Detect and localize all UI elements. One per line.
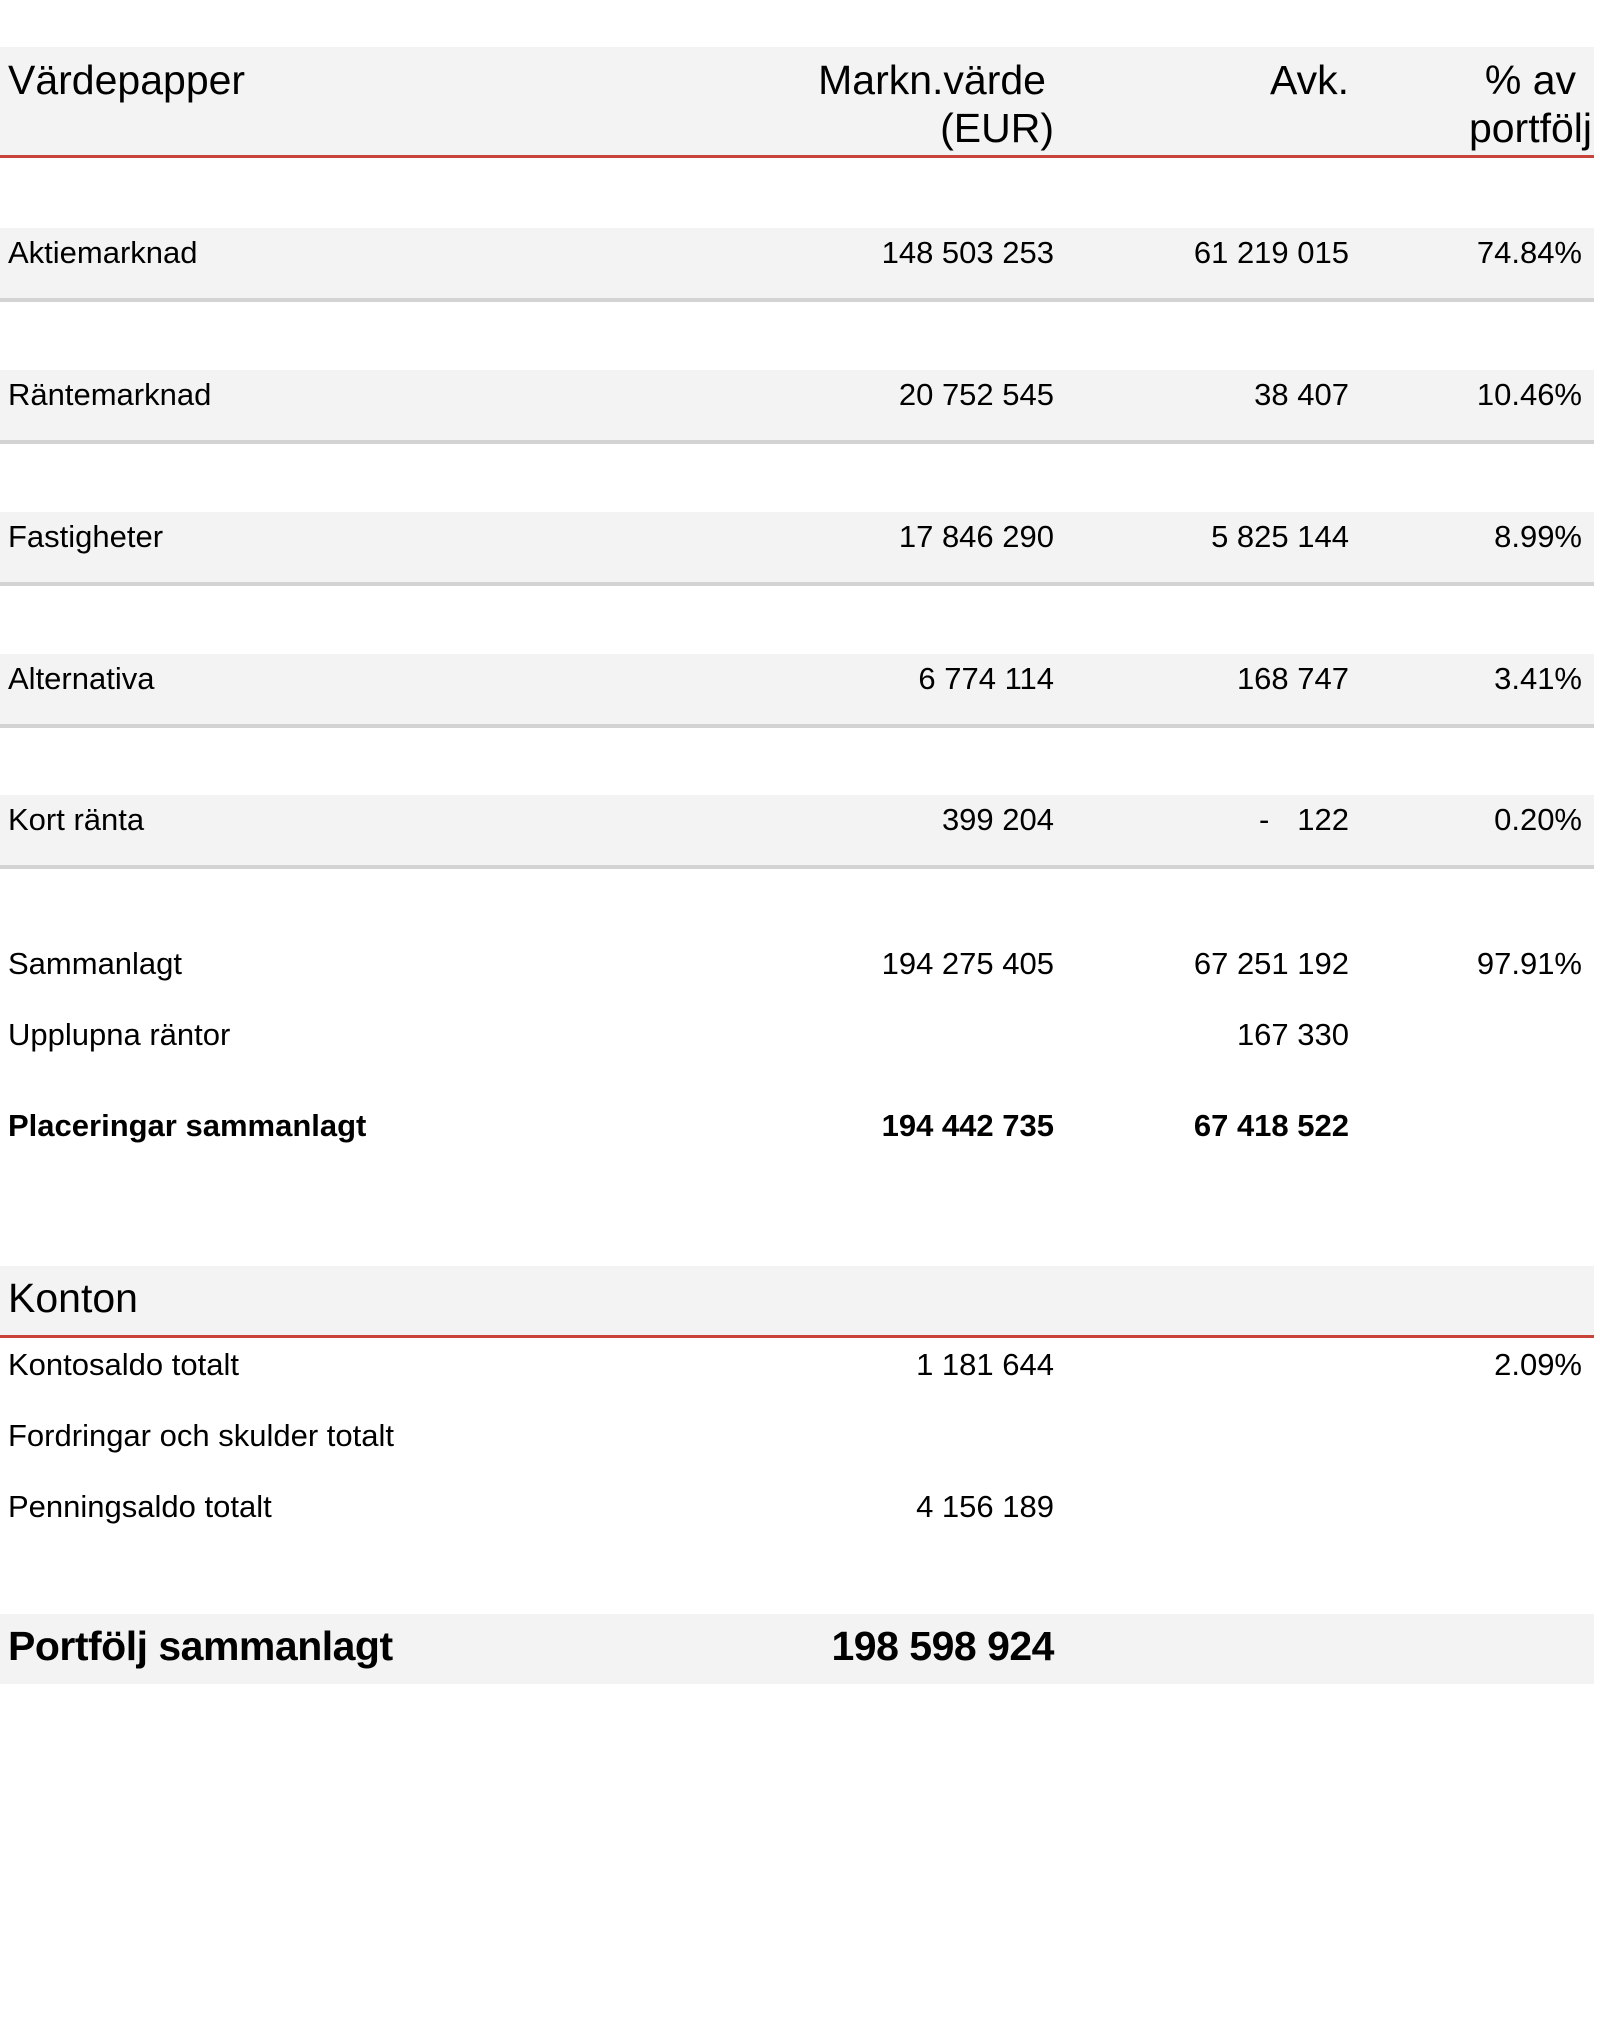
header-security: Värdepapper xyxy=(8,57,246,103)
sum-market-value: 194 275 405 xyxy=(881,946,1054,981)
row-return-value: 122 xyxy=(1297,802,1349,837)
row-label: Fastigheter xyxy=(8,519,164,554)
row-rule xyxy=(0,298,1594,302)
accounts-header-rule xyxy=(0,1335,1594,1338)
row-return: 38 407 xyxy=(1254,377,1349,412)
row-return: 168 747 xyxy=(1236,661,1349,696)
row-band xyxy=(0,370,1594,440)
header-pct-line1: % av xyxy=(1484,57,1576,103)
header-rule xyxy=(0,155,1594,158)
placements-total-market-value: 194 442 735 xyxy=(881,1108,1054,1143)
row-band xyxy=(0,654,1594,724)
row-pct: 10.46% xyxy=(1476,377,1582,412)
row-market-value: 20 752 545 xyxy=(898,377,1054,412)
placements-total-label: Placeringar sammanlagt xyxy=(8,1108,367,1143)
cash-balance-value: 4 156 189 xyxy=(916,1489,1054,1524)
row-market-value: 399 204 xyxy=(941,802,1054,837)
row-pct: 8.99% xyxy=(1494,519,1582,554)
row-band xyxy=(0,228,1594,298)
row-label: Alternativa xyxy=(8,661,155,696)
row-return xyxy=(1259,802,1349,838)
cash-balance-label: Penningsaldo totalt xyxy=(8,1489,272,1524)
accounts-title: Konton xyxy=(8,1275,138,1321)
header-return: Avk. xyxy=(1270,57,1349,103)
row-label: Aktiemarknad xyxy=(8,235,198,270)
receivables-label: Fordringar och skulder totalt xyxy=(8,1418,394,1453)
portfolio-total-value: 198 598 924 xyxy=(831,1623,1054,1669)
negative-sign: - xyxy=(1258,802,1270,837)
row-rule xyxy=(0,582,1594,586)
header-pct-line2: portfölj xyxy=(1468,105,1592,151)
row-rule xyxy=(0,724,1594,728)
header-market-value-line2: (EUR) xyxy=(940,105,1054,151)
account-balance-pct: 2.09% xyxy=(1494,1347,1582,1382)
row-label: Räntemarknad xyxy=(8,377,212,412)
sum-label: Sammanlagt xyxy=(8,946,183,981)
row-pct: 0.20% xyxy=(1494,802,1582,837)
account-balance-label: Kontosaldo totalt xyxy=(8,1347,239,1382)
row-rule xyxy=(0,440,1594,444)
row-label: Kort ränta xyxy=(8,802,145,837)
placements-total-return: 67 418 522 xyxy=(1193,1108,1349,1143)
row-band xyxy=(0,512,1594,582)
row-pct: 3.41% xyxy=(1494,661,1582,696)
accrued-label: Upplupna räntor xyxy=(8,1017,231,1052)
row-band xyxy=(0,795,1594,865)
portfolio-total-label: Portfölj sammanlagt xyxy=(8,1623,393,1669)
account-balance-value: 1 181 644 xyxy=(916,1347,1054,1382)
row-market-value: 148 503 253 xyxy=(881,235,1054,270)
row-market-value: 6 774 114 xyxy=(918,661,1054,696)
row-return: 5 825 144 xyxy=(1211,519,1349,554)
row-return: 61 219 015 xyxy=(1193,235,1349,270)
accounts-header-band xyxy=(0,1266,1594,1336)
accrued-return: 167 330 xyxy=(1236,1017,1349,1052)
row-market-value: 17 846 290 xyxy=(898,519,1054,554)
header-market-value-line1: Markn.värde xyxy=(818,57,1046,103)
sum-return: 67 251 192 xyxy=(1193,946,1349,981)
row-rule xyxy=(0,865,1594,869)
row-pct: 74.84% xyxy=(1476,235,1582,270)
sum-pct: 97.91% xyxy=(1476,946,1582,981)
